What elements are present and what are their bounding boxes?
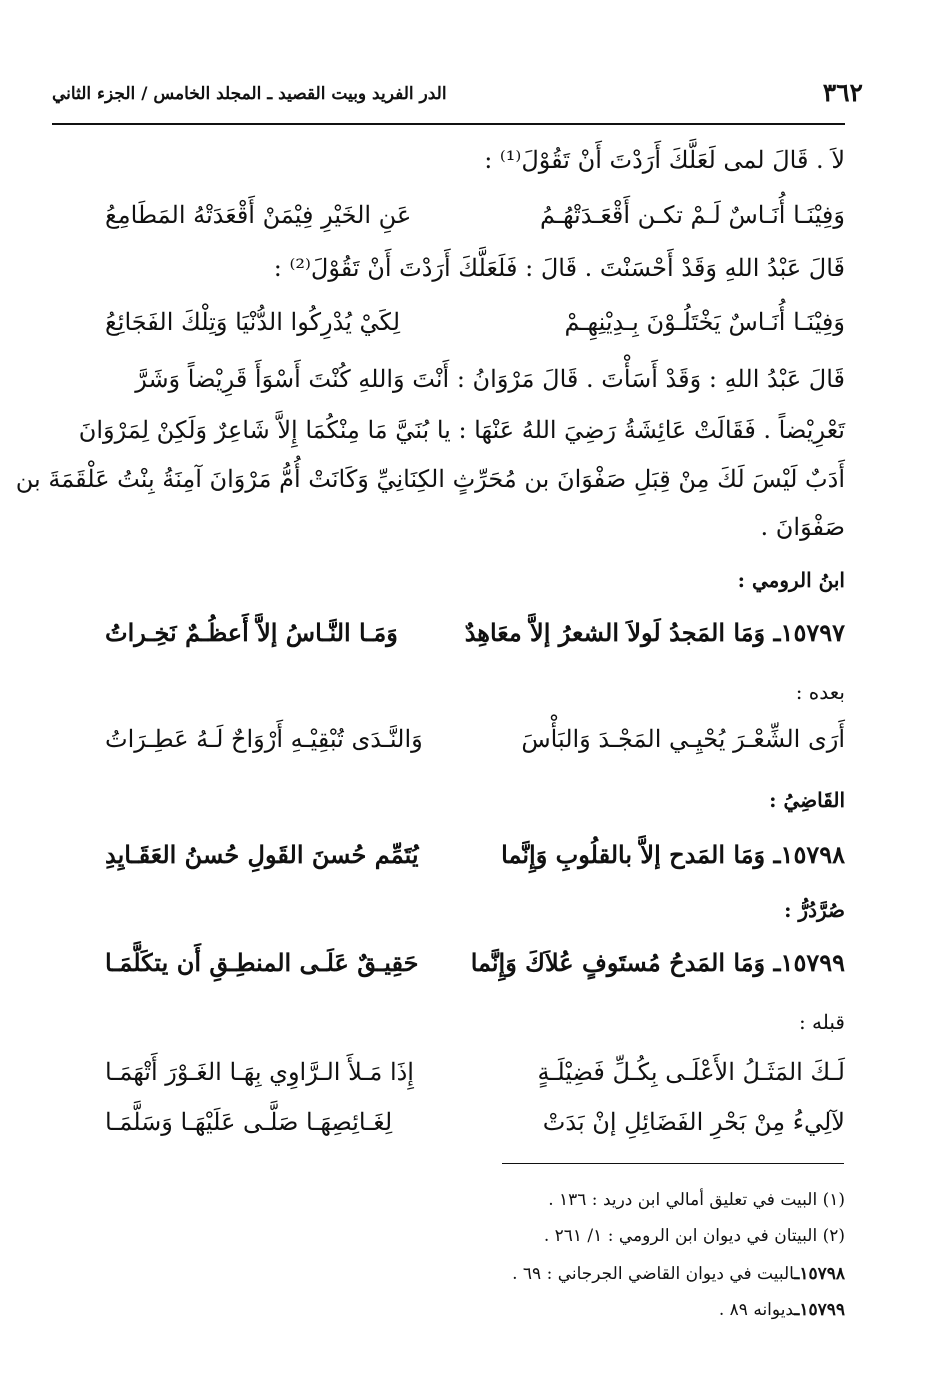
verse-hemistich-right: لَـكَ المَثَـلُ الأَعْلَـى بِكُـلِّ فَضِيْلَـةٍ [537, 1058, 845, 1086]
note-label: بعده : [795, 680, 845, 704]
verse-hemistich-left: لِكَيْ يُدْرِكُوا الدُّنْيَا وَتِلْكَ الفَجَائِعُ [105, 308, 401, 336]
verse-hemistich-right [501, 840, 845, 869]
poet-attribution: القَاضِيُ : [769, 788, 845, 812]
verse-hemistich-right: أَرَى الشِّعْـرَ يُحْيِـي المَجْـدَ وَالبَأْسَ [521, 725, 845, 753]
verse-number: ١٥٧٩٧ـ [773, 618, 845, 647]
verse-text: وَمَا المَجدُ لَولاَ الشعرُ إلاَّ معَاهِدٌ [464, 618, 766, 647]
prose-line: تَعْرِيْضاً . فَقَالَتْ عَائِشَةُ رَضِيَ اللهُ عَنْهَا : يا بُنَيَّ مَا مِنْكُمَا إِلاَّ شَاعِرٌ وَلَكِنْ لِمَرْوَانَ [78, 416, 845, 444]
verse-number: ١٥٧٩٨ـ [773, 840, 845, 869]
verse-hemistich-left: عَنِ الخَيْرِ فِيْمَنْ أَقْعَدَتْهُ المَطَامِعُ [105, 201, 412, 229]
page-number: ٣٦٢ [822, 78, 863, 107]
footnote [512, 1264, 845, 1284]
note-label: قبله : [798, 1010, 845, 1034]
poet-attribution: صُرَّدُرُّ : [784, 898, 845, 922]
footnote-text: البيتان في ديوان ابن الرومي : ١/ ٢٦١ . [543, 1226, 818, 1246]
footnote [719, 1300, 845, 1320]
footnote-text: البيت في تعليق أمالي ابن دريد : ١٣٦ . [548, 1190, 818, 1210]
verse-hemistich-left: إِذَا مَـلأَ الـرَّاوِي بِهَـا الغَـوْرَ أَتْهَمَـا [105, 1058, 414, 1086]
verse-text: وَمَا المَدح إلاَّ بالقلُوبِ وَإِنَّما [501, 840, 766, 869]
prose-line: لاَ . قَالَ لمى لَعَلَّكَ أَرَدْتَ أَنْ تَقُوْلَ⁽¹⁾ : [484, 146, 845, 174]
verse-hemistich-left: لِغَـائِصِهَـا صَلَّـى عَلَيْهَـا وَسَلَّمَـا [105, 1108, 393, 1136]
poet-attribution: ابنُ الرومي : [737, 568, 845, 592]
verse-hemistich-left: وَمَـا النَّـاسُ إلاَّ أَعظُـمٌ نَخِـراتُ [105, 618, 398, 647]
verse-hemistich-right [465, 618, 845, 647]
verse-number: ١٥٧٩٩ـ [773, 948, 845, 977]
footnote-label: ١٥٧٩٨ـ [794, 1264, 845, 1284]
prose-line: قَالَ عَبْدُ اللهِ : وَقَدْ أَسَأْتَ . قَالَ مَرْوَانُ : أَنْتَ وَاللهِ كُنْتَ أَسْوَأَ قَرِيْضاً وَشَرَّ [135, 365, 845, 393]
footnote-label: (٢) [822, 1226, 845, 1246]
footnote-text: ديوانه ٨٩ . [718, 1300, 795, 1320]
verse-hemistich-left: حَقِيـقٌ عَلَـى المنطِـقِ أَن يتكَلَّمَـا [105, 948, 419, 977]
verse-text: وَمَا المَدحُ مُستَوفٍ عُلاَكَ وَإِنَّما [470, 948, 766, 977]
running-title: الدر الفريد وبيت القصيد ـ المجلد الخامس / الجزء الثاني [52, 84, 447, 104]
header-rule [52, 123, 845, 125]
footnote [548, 1190, 845, 1210]
prose-line: صَفْوَانَ . [760, 513, 845, 541]
footnote-rule [502, 1163, 844, 1164]
verse-hemistich-right [471, 948, 845, 977]
footnote-text: البيت في ديوان القاضي الجرجاني : ٦٩ . [512, 1264, 795, 1284]
verse-hemistich-left: وَالنَّـدَى تُبْقِيْـهِ أَرْوَاحٌ لَـهُ عَطِـرَاتُ [105, 725, 423, 753]
prose-line: أَدَبٌ لَيْسَ لَكَ مِنْ قِبَلِ صَفْوَانَ بن مُحَرِّثٍ الكِنَانِيِّ وَكَانَتْ أُمُّ مَرْوَانَ آمِنَةُ بِنْتُ عَلْقَمَةَ بن [15, 465, 845, 493]
verse-hemistich-right: وَفِيْنَـا أُنَـاسٌ يَخْتَلُـوْنَ بِـدِيْنِهِـمْ [564, 308, 845, 336]
verse-hemistich-right: لآلِيءُ مِنْ بَحْرِ الفَضَائِلِ إنْ بَدَتْ [542, 1108, 845, 1136]
prose-line: قَالَ عَبْدُ اللهِ وَقَدْ أَحْسَنْتَ . قَالَ : فَلَعَلَّكَ أَرَدْتَ أَنْ تَقُوْلَ⁽²⁾ : [273, 254, 845, 282]
footnote-label: ١٥٧٩٩ـ [794, 1300, 845, 1320]
footnote-label: (١) [822, 1190, 845, 1210]
verse-hemistich-left: يُتَمِّم حُسنَ القَولِ حُسنُ العَقَـايِدِ [105, 840, 419, 869]
verse-hemistich-right: وَفِيْنَـا أُنَـاسٌ لَـمْ تكـن أَقْعَـدَتْهُـمُ [539, 201, 845, 229]
footnote [544, 1226, 845, 1246]
